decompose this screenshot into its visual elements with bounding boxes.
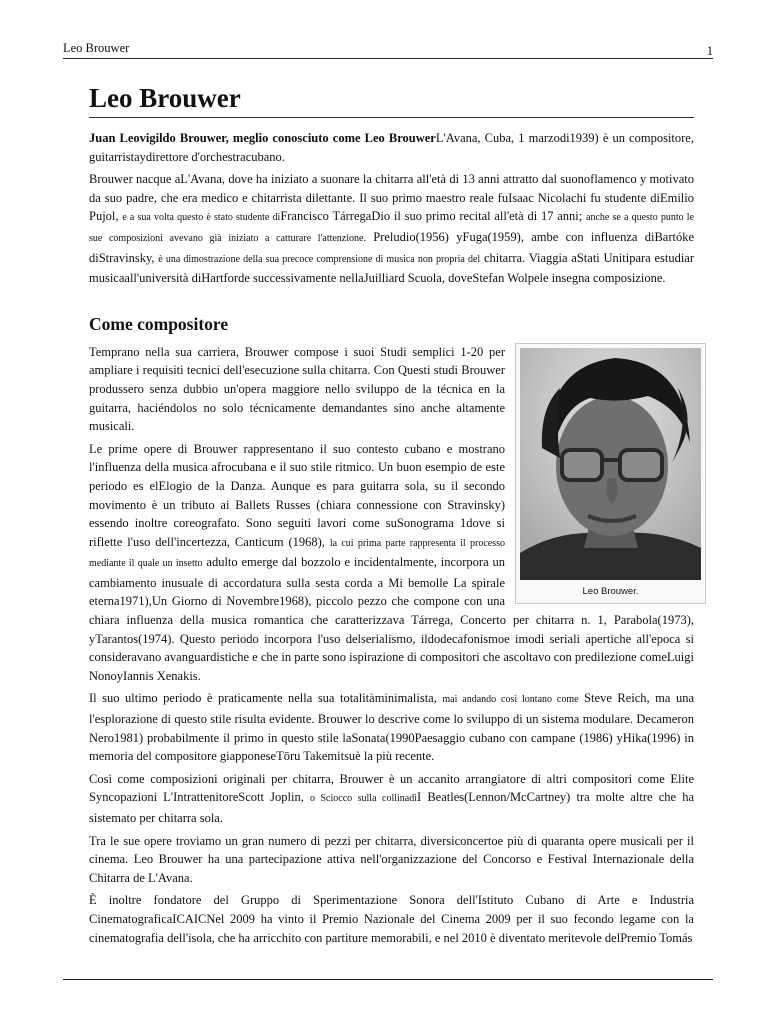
intro-rest: L'Avana, Cuba, 1 marzodi1939) è un compositore, guitarristaydirettore d'orchestracubano. — [89, 131, 694, 164]
composer-paragraph-6: È inoltre fondatore del Gruppo di Sperimentazione Sonora dell'Istituto Cubano di Arte e Industria CinematograficaICAICNel 2009 ha vinto il Premio Nazionale del Cinema 2009 per il suo fecondo legame con la cinematografia dell'isola, che ha arricchito con partiture memorabili, e nel 2010 è diventato meritevole delPremio Tomás — [89, 893, 694, 945]
portrait-figure — [515, 343, 706, 604]
bio-text-a: Brouwer nacque aL'Avana, dove ha iniziato a suonare la chitarra all'età di 13 anni attratto dal suonoflamenco y motivato da suo padre, che era medico e chitarrista dilettante. Il suo primo maestro reale fuIsaac Nicolachi fu studente diEmilio Pujol, — [89, 172, 694, 224]
intro-lead-bold: Juan Leovigildo Brouwer, meglio conosciuto come Leo Brouwer — [89, 131, 436, 145]
intro-paragraph — [89, 129, 694, 166]
composer-paragraph-1: Temprano nella sua carriera, Brouwer compose i suoi Studi semplici 1-20 per ampliare i requisiti tecnici dell'esecuzione sulla chitarra. Con Questi studi Brouwer produssero senza dubbio un'opera maggiore nello sviluppo de la técnica en la guitarra, haciéndolos no solo técnicamente demandantes sino anche altamente musicali. — [89, 344, 505, 434]
composer-p2-text-b: adulto emerge dal bozzolo e incidentalmente, incorpora un cambiamento inusuale di accordatura sulla sesta corda a Mi bemolle La spirale eterna1971),Un Giorno di Novembre1968), piccolo pezzo che compone con una chiara influenza della musica romantica che caratterizzava Tárrega, Concerto per chitarra n. 1, Parabola(1973), yTarantos(1974). Questo periodo incorpora l'uso delserialismo, ildodecafonismoe imodi seriali apertiche all'epoca si consideravano avanguardistiche e che in parte sono ispirazione di compositori che ascoltavo con predilezione comeLuigi NonoyIannis Xenakis. — [89, 555, 694, 683]
bio-text-d: chitarra. Viaggia aStati Unitipara estudiar musicaall'università diHartforde successivamente nellaJuilliard Scuola, doveStefan Wolpele insegna composizione. — [89, 250, 695, 286]
composer-p2-text-a: Le prime opere di Brouwer rappresentano il suo contesto cubano e mostrano l'influenza della musica afrocubana e il suo stile ritmico. Un buon esempio de este periodo es elElogio de la Danza. Aunque es para guitarra sola, su il secondo movimento è un tributo ai Ballets Russes (chiara connessione con Stravinsky) essendo inoltre coreografato. Sono seguiti lavori come suSonograma 1dove si riflette l'uso dell'incertezza, Canticum (1968), — [89, 441, 505, 549]
article-title: Leo Brouwer — [89, 82, 694, 118]
header-rule — [63, 58, 713, 59]
bio-paragraph — [89, 170, 694, 288]
composer-p4-small: o Sciocco sulla collinadi — [309, 793, 418, 805]
composer-p3-text-a: Il suo ultimo periodo è praticamente nella sua totalitàminimalista, — [89, 691, 437, 706]
running-title: Leo Brouwer — [63, 41, 130, 55]
composer-p4-text-a: Così come composizioni originali per chitarra, Brouwer è un accanito arrangiatore di altri compositori come Elite Syncopazioni L'IntrattenitoreScott Joplin, — [89, 771, 694, 805]
bio-small-b: anche se a questo punto le sue composizioni avevano già iniziato a catturare l'attenzione. — [89, 212, 694, 244]
composer-paragraph-5: Tra le sue opere troviamo un gran numero di pezzi per chitarra, diversiconcertoe più di quaranta opere musicali per il cinema. Leo Brouwer ha una partecipazione attiva nell'organizzazione del Concorso e Festival Internazionale della Chitarra de L'Avana. — [89, 833, 694, 885]
portrait-photo — [520, 348, 701, 580]
running-header — [63, 41, 713, 58]
composer-paragraph-3 — [89, 689, 694, 765]
footer-rule — [63, 979, 713, 980]
composer-paragraph-4 — [89, 770, 694, 828]
article-body — [89, 82, 694, 951]
composer-p2-small: la cui prima parte rappresenta il processo mediante il quale un insetto — [89, 537, 505, 570]
section-heading: Come compositore — [89, 313, 229, 334]
composer-p3-small: mai andando così lontano come — [442, 694, 579, 706]
bio-text-c: Preludio(1956) yFuga(1959), ambe con influenza diBartóke diStravinsky, — [89, 229, 695, 265]
page-number: 1 — [706, 44, 713, 58]
composer-p4-text-b: I Beatles(Lennon/McCartney) tra molte altre che ha sistemato per chitarra sola. — [89, 790, 694, 825]
bio-small-c: è una dimostrazione della sua precoce comprensione di musica non propria del — [158, 253, 481, 265]
figure-caption: Leo Brouwer. — [582, 585, 639, 597]
bio-text-b: Francisco TárregaDio il suo primo recital all'età di 17 anni; — [280, 209, 583, 224]
bio-small-a: e a sua volta questo è stato studente di — [122, 212, 281, 224]
composer-p3-text-b: Steve Reich, ma una l'esplorazione di questo stile risulta evidente. Brouwer lo descrive come lo sviluppo di un sistema modulare. Decameron Nero1981) probabilmente il primo in questo stile laSonata(1990Paesaggio cubano con campane (1986) yHika(1996) in memoria del compositore giapponeseTōru Takemitsuè la più recente. — [89, 691, 695, 764]
